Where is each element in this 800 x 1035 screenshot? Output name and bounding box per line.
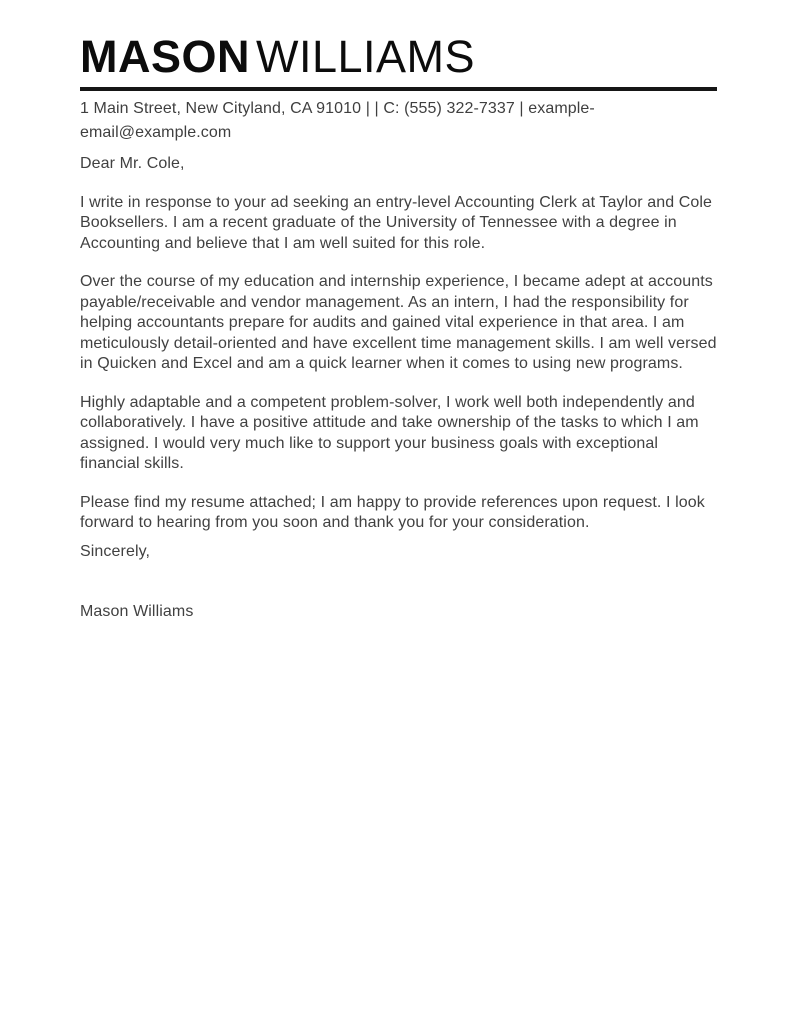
applicant-name (80, 33, 717, 80)
letter-header (80, 33, 717, 145)
signature-name: Mason Williams (80, 603, 194, 621)
paragraph-intro: I write in response to your ad seeking an entry-level Accounting Clerk at Taylor and Cole Booksellers. I am a recent graduate of the University of Tennessee with a degree in Accounting and believe that I am well suited for this role. (80, 193, 713, 252)
salutation: Dear Mr. Cole, (80, 155, 185, 173)
applicant-last-name: WILLIAMS (256, 31, 476, 82)
paragraph-closing-request: Please find my resume attached; I am happy to provide references upon request. I look forward to hearing from you soon and thank you for your consideration. (80, 493, 705, 532)
paragraph-skills: Highly adaptable and a competent problem-solver, I work well both independently and collaboratively. I have a positive attitude and take ownership of the tasks to which I am assigned. I would very much like to support your business goals with exceptional financial skills. (80, 393, 699, 473)
closing-salutation: Sincerely, (80, 542, 151, 560)
header-divider (80, 87, 717, 91)
applicant-first-name: MASON (80, 31, 250, 82)
letter-body (80, 154, 717, 623)
contact-info: 1 Main Street, New Cityland, CA 91010 | | C: (555) 322-7337 | example-email@example.com (80, 100, 595, 142)
paragraph-experience: Over the course of my education and internship experience, I became adept at accounts payable/receivable and vendor management. As an intern, I had the responsibility for helping accountants prepare for audits and gained vital experience in that area. I am meticulously detail-oriented and have excellent time management skills. I am well versed in Quicken and Excel and am a quick learner when it comes to using new programs. (80, 273, 717, 373)
